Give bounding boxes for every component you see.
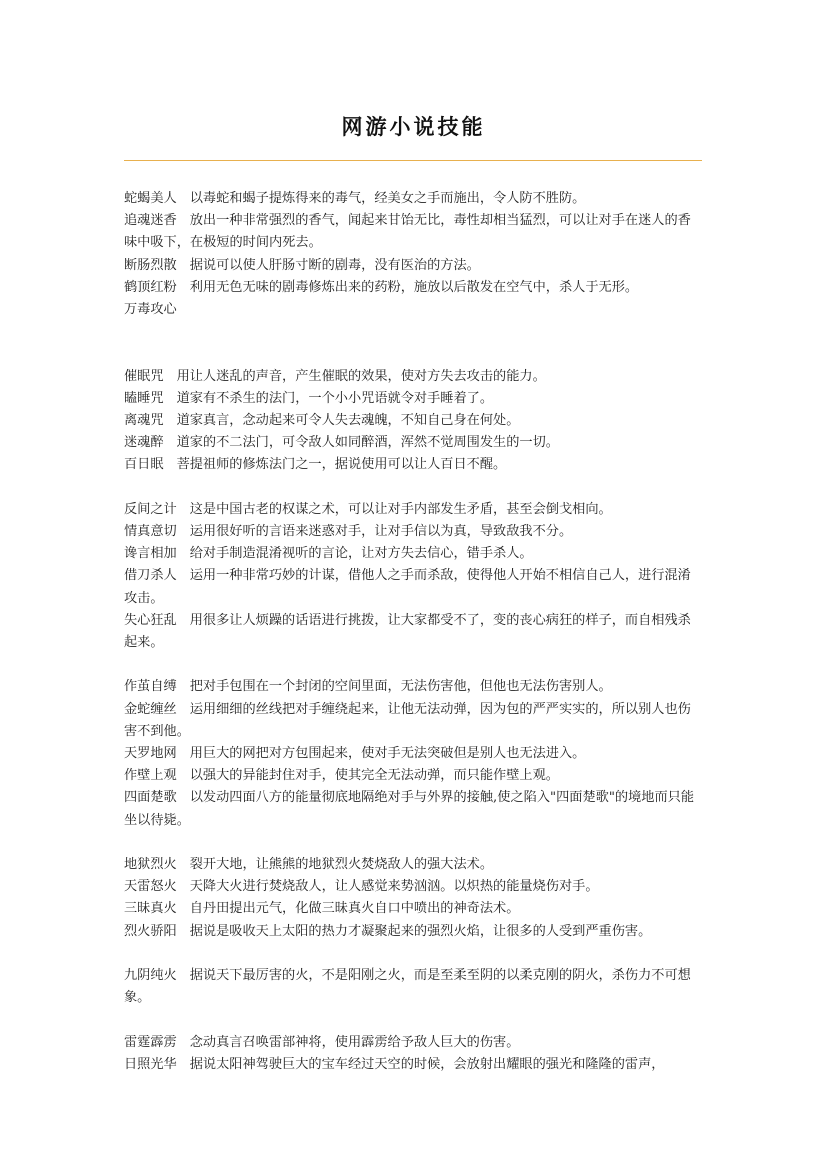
- skill-description: 利用无色无味的剧毒修炼出来的药粉，施放以后散发在空气中，杀人于无形。: [189, 279, 639, 295]
- paragraph-gap: [124, 832, 704, 854]
- skill-name: 催眠咒: [124, 368, 164, 384]
- skill-entry: [124, 876, 704, 898]
- skill-entry: [124, 366, 704, 388]
- skill-name: 借刀杀人: [124, 568, 177, 584]
- skill-entry: [124, 543, 704, 565]
- skill-entry: [124, 765, 704, 787]
- skill-name: 四面楚歌: [124, 790, 177, 806]
- skill-name: 瞌睡咒: [124, 390, 164, 406]
- skill-group-poison: [124, 188, 704, 321]
- skill-description: 裂开大地，让熊熊的地狱烈火焚烧敌人的强大法术。: [189, 857, 494, 873]
- skill-name: 情真意切: [124, 524, 177, 540]
- skill-description: 运用细细的丝线把对手缠绕起来，让他无法动弹，因为包的严严实实的，所以别人也伤害不到他。: [124, 701, 691, 739]
- skill-entry: [124, 499, 704, 521]
- skill-group-binding: [124, 676, 704, 831]
- skill-entry: [124, 454, 704, 476]
- skill-description: 运用一种非常巧妙的计谋，借他人之手而杀敌，使得他人开始不相信自己人，进行混淆攻击。: [124, 568, 691, 606]
- skill-name: 离魂咒: [124, 413, 164, 429]
- skill-entry: [124, 432, 704, 454]
- skill-name: 雷霆霹雳: [124, 1034, 177, 1050]
- skill-name: 地狱烈火: [124, 857, 177, 873]
- skill-name: 追魂迷香: [124, 213, 177, 229]
- paragraph-gap: [124, 1009, 704, 1031]
- skill-description: 念动真言召唤雷部神将，使用霹雳给予敌人巨大的伤害。: [189, 1034, 520, 1050]
- skill-group-spells: [124, 366, 704, 477]
- skill-description: 以毒蛇和蝎子提炼得来的毒气，经美女之手而施出，令人防不胜防。: [189, 191, 586, 206]
- skill-description: 据说可以使人肝肠寸断的剧毒，没有医治的方法。: [189, 257, 480, 273]
- skill-description: 用让人迷乱的声音，产生催眠的效果，使对方失去攻击的能力。: [176, 368, 546, 384]
- document-body: [124, 188, 704, 1076]
- skill-name: 百日眠: [124, 457, 164, 473]
- skill-name: 天罗地网: [124, 746, 177, 762]
- paragraph-gap: [124, 943, 704, 965]
- skill-entry: [124, 965, 704, 1009]
- skill-name: 迷魂醉: [124, 435, 164, 451]
- skill-name: 蛇蝎美人: [124, 191, 177, 206]
- skill-entry: [124, 743, 704, 765]
- skill-name: 三昧真火: [124, 901, 177, 917]
- skill-group-tactics: [124, 499, 704, 654]
- skill-entry: [124, 898, 704, 920]
- paragraph-gap: [124, 321, 704, 365]
- skill-name: 作壁上观: [124, 768, 177, 784]
- skill-name: 天雷怒火: [124, 879, 177, 895]
- skill-entry: [124, 854, 704, 876]
- skill-description: 据说太阳神驾驶巨大的宝车经过天空的时候，会放射出耀眼的强光和隆隆的雷声，: [189, 1056, 665, 1072]
- skill-description: 用巨大的网把对方包围起来，使对手无法突破但是别人也无法进入。: [189, 746, 586, 762]
- skill-name: 失心狂乱: [124, 612, 177, 628]
- skill-description: 自丹田提出元气，化做三昧真火自口中喷出的神奇法术。: [189, 901, 520, 917]
- skill-entry: [124, 921, 704, 943]
- skill-entry: [124, 210, 704, 254]
- title-divider: [124, 160, 702, 161]
- skill-description: 用很多让人烦躁的话语进行挑拨，让大家都受不了，变的丧心病狂的样子，而自相残杀起来。: [124, 612, 691, 651]
- skill-entry: [124, 676, 704, 698]
- skill-description: 道家有不杀生的法门，一个小小咒语就令对手睡着了。: [176, 390, 494, 406]
- skill-name: 日照光华: [124, 1056, 177, 1072]
- paragraph-gap: [124, 654, 704, 676]
- skill-description: 放出一种非常强烈的香气，闻起来甘饴无比，毒性却相当猛烈，可以让对手在迷人的香味中吸下，在极短的时间内死去。: [124, 213, 691, 251]
- skill-description: 以发动四面八方的能量彻底地隔绝对手与外界的接触,使之陷入"四面楚歌"的境地而只能坐以待毙。: [124, 790, 695, 828]
- skill-name: 反间之计: [124, 501, 177, 517]
- skill-description: 道家真言，念动起来可令人失去魂魄，不知自己身在何处。: [176, 413, 520, 429]
- skill-description: 据说天下最厉害的火，不是阳刚之火，而是至柔至阴的以柔克刚的阴火，杀伤力不可想象。: [124, 968, 691, 1006]
- skill-entry: [124, 565, 704, 609]
- skill-entry: [124, 255, 704, 277]
- document-title: 网游小说技能: [341, 115, 486, 139]
- skill-group-fire: [124, 854, 704, 943]
- skill-description: 运用很好听的言语来迷惑对手，让对手信以为真，导致敌我不分。: [189, 524, 573, 540]
- skill-name: 作茧自缚: [124, 679, 177, 695]
- skill-name: 烈火骄阳: [124, 923, 177, 939]
- skill-name: 断肠烈散: [124, 257, 177, 273]
- skill-name: 万毒攻心: [124, 302, 177, 318]
- skill-group-yin-fire: [124, 965, 704, 1009]
- skill-description: 据说是吸收天上太阳的热力才凝聚起来的强烈火焰，让很多的人受到严重伤害。: [189, 923, 652, 939]
- skill-entry: [124, 410, 704, 432]
- paragraph-gap: [124, 477, 704, 499]
- skill-entry: [124, 610, 704, 654]
- skill-description: 把对手包围在一个封闭的空间里面，无法伤害他，但他也无法伤害别人。: [189, 679, 612, 695]
- skill-description: 这是中国古老的权谋之术，可以让对手内部发生矛盾，甚至会倒戈相向。: [189, 501, 612, 517]
- skill-group-thunder: [124, 1032, 704, 1076]
- skill-name: 金蛇缠丝: [124, 701, 177, 717]
- skill-description: 给对手制造混淆视听的言论，让对方失去信心，错手杀人。: [189, 546, 533, 562]
- skill-description: 以强大的异能封住对手，使其完全无法动弹，而只能作壁上观。: [189, 768, 559, 784]
- skill-entry: [124, 299, 704, 321]
- skill-entry: [124, 388, 704, 410]
- skill-entry: [124, 277, 704, 299]
- skill-entry: [124, 699, 704, 743]
- skill-name: 九阴纯火: [124, 968, 177, 984]
- skill-entry: [124, 188, 704, 210]
- skill-name: 谗言相加: [124, 546, 177, 562]
- skill-name: 鹤顶红粉: [124, 279, 177, 295]
- skill-description: 菩提祖师的修炼法门之一，据说使用可以让人百日不醒。: [176, 457, 507, 473]
- skill-entry: [124, 1054, 704, 1076]
- skill-description: 道家的不二法门，可令敌人如同醉酒，浑然不觉周围发生的一切。: [176, 435, 559, 451]
- skill-entry: [124, 787, 704, 831]
- skill-description: 天降大火进行焚烧敌人，让人感觉来势汹汹。以炽热的能量烧伤对手。: [189, 879, 599, 895]
- skill-entry: [124, 521, 704, 543]
- skill-entry: [124, 1032, 704, 1054]
